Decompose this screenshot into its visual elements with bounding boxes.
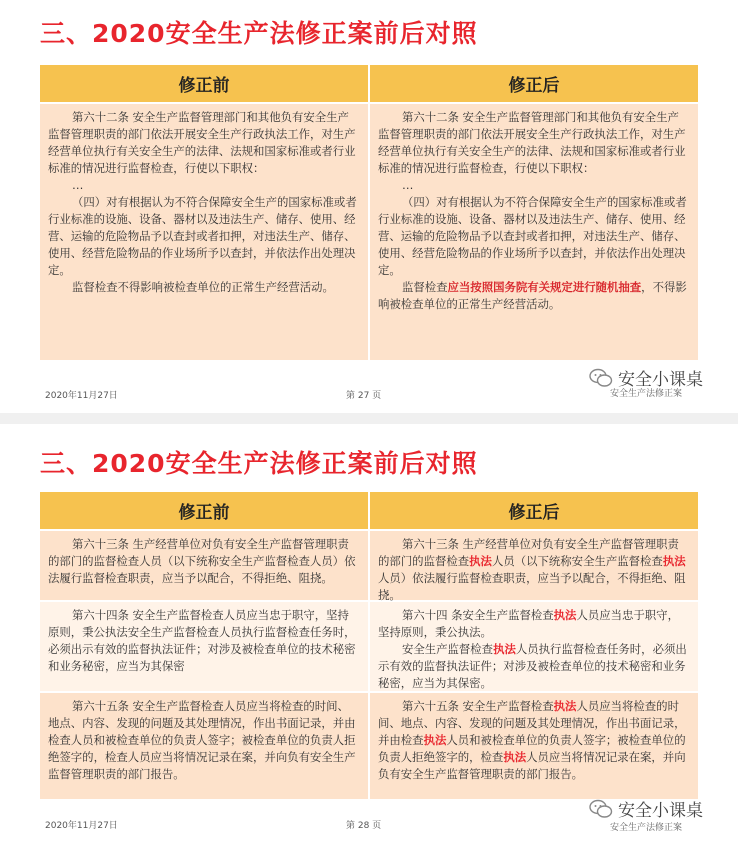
footer-date: 2020年11月27日 <box>45 391 118 401</box>
cell-before <box>40 602 370 691</box>
comparison-table <box>40 492 698 799</box>
slide-title: 三、2020安全生产法修正案前后对照 <box>40 19 478 48</box>
watermark <box>588 796 703 821</box>
cell-after <box>370 104 698 360</box>
table-row <box>40 529 698 600</box>
highlighted-amendment: 执法 <box>503 750 527 764</box>
slide-page-28 <box>0 424 738 847</box>
highlighted-amendment: 执法 <box>662 554 686 568</box>
highlighted-amendment: 应当按照国务院有关规定进行随机抽查 <box>447 280 642 294</box>
slide-divider <box>0 413 738 424</box>
article-text: 第六十四 条安全生产监督检查执法人员应当忠于职守，坚持原则，秉公执法。 <box>378 608 679 639</box>
highlighted-amendment: 执法 <box>493 642 516 656</box>
highlighted-amendment: 执法 <box>423 733 447 747</box>
header-after: 修正后 <box>370 65 698 102</box>
highlighted-amendment: 执法 <box>469 554 492 568</box>
footer-page-number: 第 28 页 <box>346 821 382 831</box>
header-before: 修正前 <box>40 492 370 529</box>
table-row <box>40 600 698 691</box>
cell-before <box>40 531 370 600</box>
article-text: 第六十三条 生产经营单位对负有安全生产监督管理职责的部门的监督检查执法人员（以下统称安全生产监督检查执法人员）依法履行监督检查职责，应当予以配合，不得拒绝、阻挠。 <box>378 537 686 602</box>
article-text: （四）对有根据认为不符合保障安全生产的国家标准或者行业标准的设施、设备、器材以及违法生产、储存、使用、经营、运输的危险物品予以查封或者扣押，对违法生产、储存、使用、经营危险物品的作业场所予以查封，并依法作出处理决定。 <box>378 195 687 277</box>
footer-date: 2020年11月27日 <box>45 821 118 831</box>
ellipsis: … <box>71 178 84 192</box>
watermark-name: 安全小课桌 <box>618 801 703 821</box>
cell-after <box>370 531 698 600</box>
wechat-icon <box>588 798 614 820</box>
article-text: 安全生产监督检查执法人员执行监督检查任务时，必须出示有效的监督执法证件；对涉及被检查单位的技术秘密和业务秘密，应当为其保密。 <box>378 642 687 690</box>
watermark-name: 安全小课桌 <box>618 370 703 390</box>
article-text: 第六十五条 安全生产监督检查执法人员应当将检查的时间、地点、内容、发现的问题及其处理情况，作出书面记录，并由检查执法人员和被检查单位的负责人签字；被检查单位的负责人拒绝签字的，检查执法人员应当将情况记录在案，并向负有安全生产监督管理职责的部门报告。 <box>378 699 686 781</box>
table-row <box>40 691 698 799</box>
highlighted-amendment: 执法 <box>553 699 577 713</box>
cell-after <box>370 693 698 799</box>
table-row <box>40 102 698 360</box>
article-text: 第六十五条 安全生产监督检查人员应当将检查的时间、地点、内容、发现的问题及其处理情况，作出书面记录，并由检查人员和被检查单位的负责人签字；被检查单位的负责人拒绝签字的，检查人员应当将情况记录在案，并向负有安全生产监督管理职责的部门报告。 <box>48 699 356 781</box>
comparison-table <box>40 65 698 360</box>
watermark-subtitle: 安全生产法修正案 <box>610 823 683 833</box>
highlighted-amendment: 执法 <box>553 608 577 622</box>
article-text: （四）对有根据认为不符合保障安全生产的国家标准或者行业标准的设施、设备、器材以及违法生产、储存、使用、经营、运输的危险物品予以查封或者扣押，对违法生产、储存、使用、经营危险物品的作业场所予以查封，并依法作出处理决定。 <box>48 195 357 277</box>
article-text: 第六十二条 安全生产监督管理部门和其他负有安全生产监督管理职责的部门依法开展安全生产行政执法工作，对生产经营单位执行有关安全生产的法律、法规和国家标准或者行业标准的情况进行监督检查，行使以下职权： <box>378 110 686 175</box>
cell-before <box>40 693 370 799</box>
cell-after <box>370 602 698 691</box>
slide-title: 三、2020安全生产法修正案前后对照 <box>40 449 478 478</box>
table-header <box>40 492 698 529</box>
footer-page-number: 第 27 页 <box>346 391 382 401</box>
article-text: 第六十二条 安全生产监督管理部门和其他负有安全生产监督管理职责的部门依法开展安全生产行政执法工作，对生产经营单位执行有关安全生产的法律、法规和国家标准或者行业标准的情况进行监督检查，行使以下职权： <box>48 110 356 175</box>
ellipsis: … <box>401 178 414 192</box>
article-text: 监督检查应当按照国务院有关规定进行随机抽查，不得影响被检查单位的正常生产经营活动。 <box>378 280 687 311</box>
cell-before <box>40 104 370 360</box>
article-text: 第六十三条 生产经营单位对负有安全生产监督管理职责的部门的监督检查人员（以下统称安全生产监督检查人员）依法履行监督检查职责，应当予以配合，不得拒绝、阻挠。 <box>48 537 356 585</box>
table-header <box>40 65 698 102</box>
slide-page-27 <box>0 0 738 413</box>
header-after: 修正后 <box>370 492 698 529</box>
header-before: 修正前 <box>40 65 370 102</box>
article-text: 第六十四条 安全生产监督检查人员应当忠于职守，坚持原则，秉公执法安全生产监督检查人员执行监督检查任务时，必须出示有效的监督执法证件；对涉及被检查单位的技术秘密和业务秘密，应当为其保密 <box>48 608 356 673</box>
article-text: 监督检查不得影响被检查单位的正常生产经营活动。 <box>71 280 334 294</box>
watermark-subtitle: 安全生产法修正案 <box>610 389 683 399</box>
